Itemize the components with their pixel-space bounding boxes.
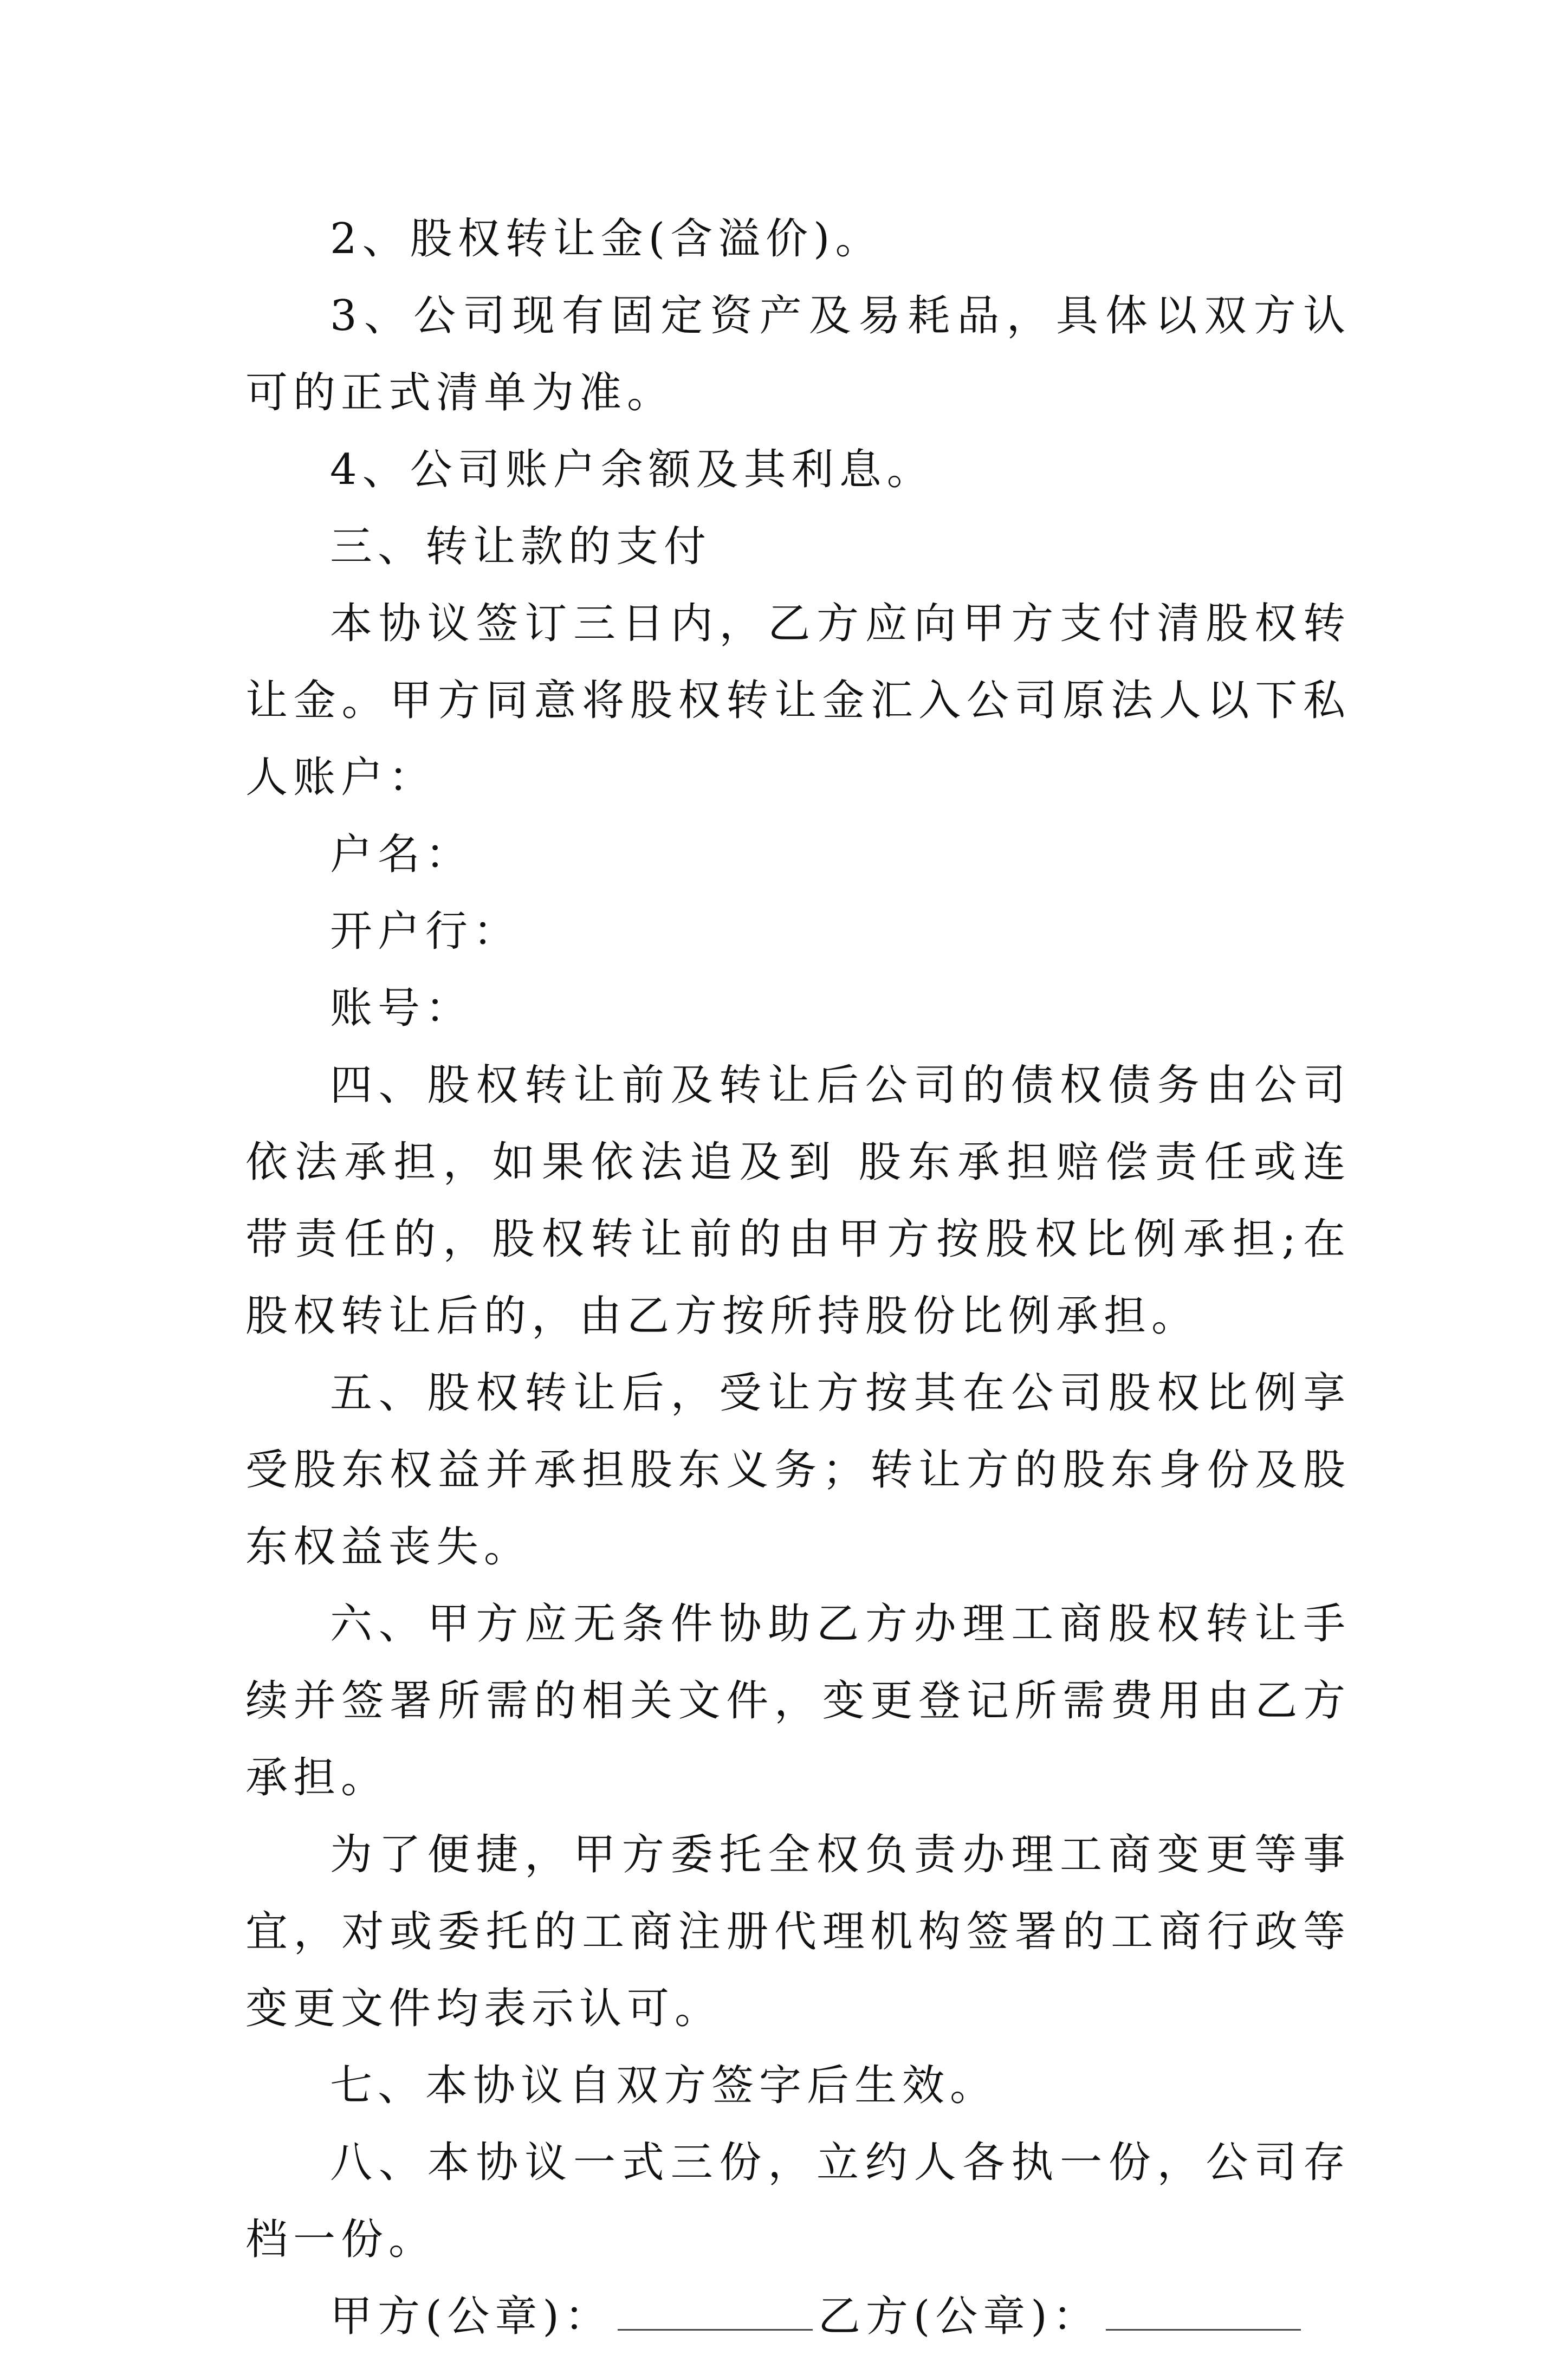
section-five-rights: 五、股权转让后，受让方按其在公司股权比例享受股东权益并承担股东义务；转让方的股东身份及股东权益丧失。	[245, 1369, 1351, 1571]
section-seven-effective: 七、本协议自双方签字后生效。	[330, 2061, 998, 2110]
bank-name-label: 开户行：	[330, 907, 521, 956]
paragraph-item-2: 2、股权转让金(含溢价)。	[330, 215, 883, 263]
section-eight-copies: 八、本协议一式三份，立约人各执一份，公司存档一份。	[245, 2138, 1351, 2264]
account-number-label: 账号：	[330, 984, 474, 1033]
party-a-signature-blank	[618, 2287, 813, 2331]
section-heading-payment: 三、转让款的支付	[330, 522, 712, 571]
section-six-assistance: 六、甲方应无条件协助乙方办理工商股权转让手续并签署所需的相关文件，变更登记所需费用由乙方承担。	[245, 1600, 1351, 1802]
paragraph-payment-terms: 本协议签订三日内，乙方应向甲方支付清股权转让金。甲方同意将股权转让金汇入公司原法人以下私人账户：	[245, 599, 1351, 802]
party-a-seal-label: 甲方(公章)：	[330, 2292, 612, 2341]
signature-line	[245, 2278, 1351, 2355]
paragraph-item-3: 3、公司现有固定资产及易耗品，具体以双方认可的正式清单为准。	[245, 292, 1351, 417]
paragraph-item-4: 4、公司账户余额及其利息。	[330, 445, 935, 494]
section-four-debts: 四、股权转让前及转让后公司的债权债务由公司依法承担，如果依法追及到 股东承担赔偿责任或连带责任的，股权转让前的由甲方按股权比例承担;在股权转让后的，由乙方按所持股份比例承担。	[245, 1061, 1351, 1341]
account-name-label: 户名：	[330, 830, 474, 879]
party-b-signature-blank	[1106, 2287, 1301, 2331]
party-b-seal-label: 乙方(公章)：	[818, 2292, 1100, 2341]
document-body	[245, 200, 1351, 2355]
paragraph-authorization: 为了便捷，甲方委托全权负责办理工商变更等事宜，对或委托的工商注册代理机构签署的工商行政等变更文件均表示认可。	[245, 1830, 1351, 2033]
